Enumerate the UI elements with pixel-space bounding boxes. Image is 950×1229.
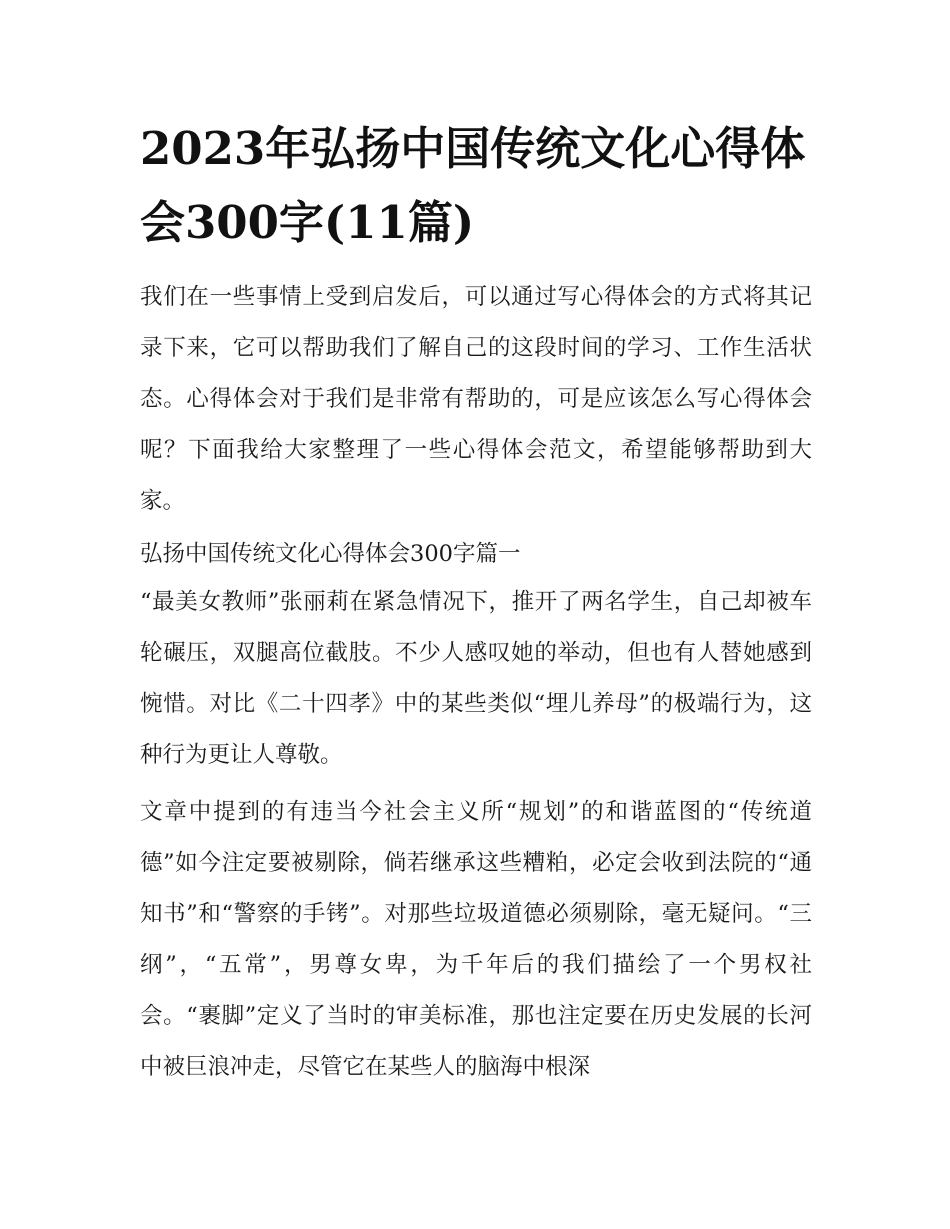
body-paragraph: “最美女教师”张丽莉在紧急情况下，推开了两名学生，自己却被车轮碾压，双腿高位截肢。不少人感叹她的举动，但也有人替她感到惋惜。对比《二十四孝》中的某些类似“埋儿养母”的极端行为，这种行为更让人尊敬。 <box>140 589 812 768</box>
document-title: 2023年弘扬中国传统文化心得体会300字(11篇) <box>140 122 806 249</box>
section-heading: 弘扬中国传统文化心得体会300字篇一 <box>140 541 521 567</box>
intro-paragraph: 我们在一些事情上受到启发后，可以通过写心得体会的方式将其记录下来，它可以帮助我们了解自己的这段时间的学习、工作生活状态。心得体会对于我们是非常有帮助的，可是应该怎么写心得体会呢？下面我给大家整理了一些心得体会范文，希望能够帮助到大家。 <box>140 284 812 514</box>
body-paragraph: 文章中提到的有违当今社会主义所“规划”的和谐蓝图的“传统道德”如今注定要被剔除，倘若继承这些糟粕，必定会收到法院的“通知书”和“警察的手铐”。对那些垃圾道德必须剔除，毫无疑问。“三纲”，“五常”，男尊女卑，为千年后的我们描绘了一个男权社会。“裹脚”定义了当时的审美标准，那也注定要在历史发展的长河中被巨浪冲走，尽管它在某些人的脑海中根深 <box>140 799 812 1080</box>
document-body <box>140 112 812 1093</box>
